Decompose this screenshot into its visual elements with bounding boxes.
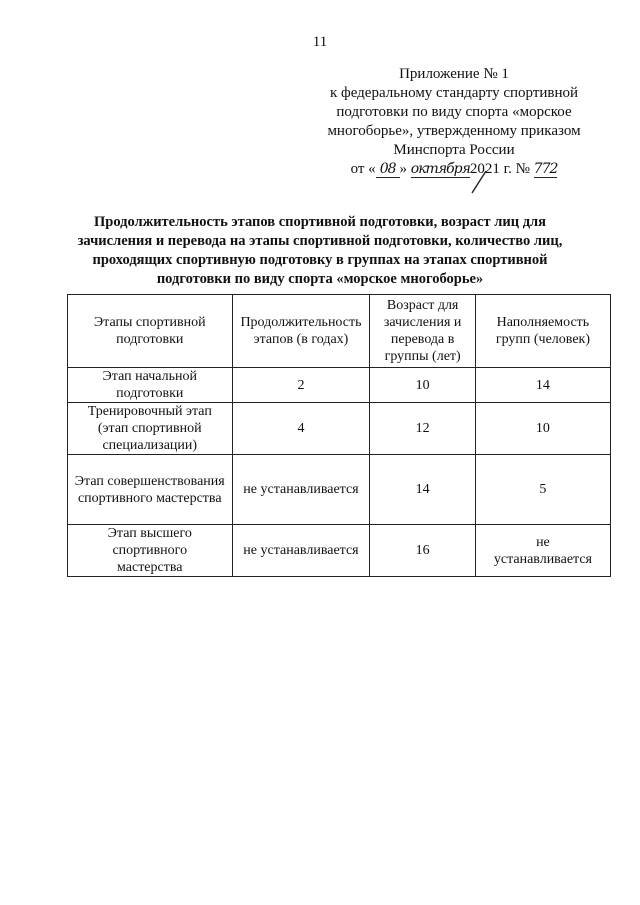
table-cell: Тренировочный этап (этап спортивной специализации) — [68, 403, 233, 455]
table-cell: Этап начальной подготовки — [68, 368, 233, 403]
column-header: Возраст для зачисления и перевода в группы (лет) — [370, 295, 475, 368]
table-cell: 5 — [475, 455, 610, 525]
table-row — [68, 368, 611, 403]
table-cell: не устанавливается — [232, 525, 370, 577]
date-separator: » — [399, 161, 408, 177]
column-header: Продолжительность этапов (в годах) — [232, 295, 370, 368]
pen-stroke-icon — [464, 169, 494, 195]
table-cell: не устанавливается — [232, 455, 370, 525]
appendix-line: к федеральному стандарту спортивной — [329, 85, 579, 101]
handwritten-day: 08 — [376, 161, 400, 178]
order-date-line — [304, 160, 604, 179]
column-header: Этапы спортивной подготовки — [68, 295, 233, 368]
table-cell: 4 — [232, 403, 370, 455]
column-header: Наполняемость групп (человек) — [475, 295, 610, 368]
table-row — [68, 455, 611, 525]
table-cell: Этап высшего спортивного мастерства — [68, 525, 233, 577]
date-year: 2021 г. № — [469, 161, 530, 177]
table-header-row — [68, 295, 611, 368]
appendix-line: Приложение № 1 — [399, 66, 509, 82]
document-title: Продолжительность этапов спортивной подготовки, возраст лиц для зачисления и перевода на этапы спортивной подготовки, количество лиц, проходящих спортивную подготовку в группах на этапах спортивной подготовки по виду спорта «морское многоборье» — [77, 214, 563, 287]
table-cell: не устанавливается — [475, 525, 610, 577]
table-cell: 12 — [370, 403, 475, 455]
table-row — [68, 525, 611, 577]
table-cell: 14 — [370, 455, 475, 525]
table-cell: 2 — [232, 368, 370, 403]
page-number: 11 — [312, 34, 328, 50]
table-cell: 14 — [475, 368, 610, 403]
table-cell: Этап совершенствования спортивного мастерства — [68, 455, 233, 525]
appendix-line: многоборье», утвержденному приказом — [327, 123, 581, 139]
appendix-line: подготовки по виду спорта «морское — [336, 104, 572, 120]
appendix-block — [304, 65, 604, 179]
table-cell: 10 — [370, 368, 475, 403]
table-cell: 16 — [370, 525, 475, 577]
stages-table — [67, 294, 611, 577]
handwritten-month: октября — [410, 161, 470, 177]
date-prefix: от « — [350, 161, 376, 177]
appendix-line: Минспорта России — [393, 142, 515, 158]
handwritten-order-number: 772 — [533, 161, 558, 177]
table-cell: 10 — [475, 403, 610, 455]
table-row — [68, 403, 611, 455]
